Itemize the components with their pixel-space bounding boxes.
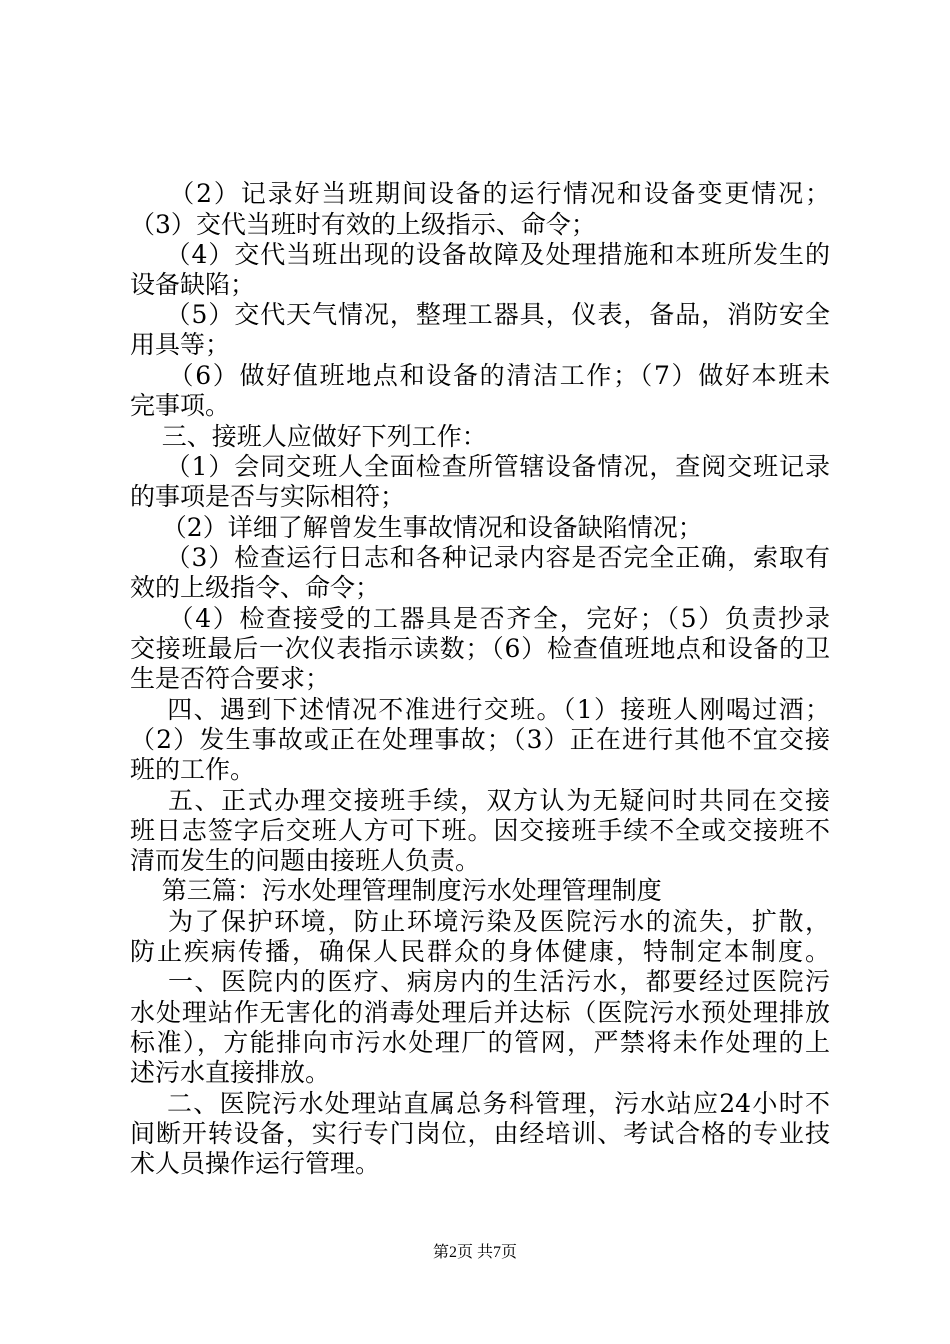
section-heading: 二、医院污水处理站直属总务科管理，污水站应24小时不: [130, 1089, 830, 1118]
text-line: 班日志签字后交班人方可下班。因交接班手续不全或交接班不: [130, 816, 830, 845]
text-line: 生是否符合要求；: [130, 664, 331, 693]
text-line: （2）详细了解曾发生事故情况和设备缺陷情况；: [130, 513, 703, 542]
chapter-title: 第三篇：污水处理管理制度污水处理管理制度: [130, 876, 662, 905]
text-line: 水处理站作无害化的消毒处理后并达标（医院污水预处理排放: [130, 998, 830, 1027]
text-line: 班的工作。: [130, 755, 256, 784]
text-line: 间断开转设备，实行专门岗位，由经培训、考试合格的专业技: [130, 1119, 830, 1148]
text-line: 为了保护环境，防止环境污染及医院污水的流失，扩散，: [130, 907, 830, 936]
text-line: （2）发生事故或正在处理事故；（3）正在进行其他不宜交接: [130, 725, 830, 754]
text-line: （6）做好值班地点和设备的清洁工作；（7）做好本班未: [130, 361, 830, 390]
text-line: （3）检查运行日志和各种记录内容是否完全正确，索取有: [130, 543, 830, 572]
section-heading: 四、遇到下述情况不准进行交班。（1）接班人刚喝过酒；: [130, 695, 830, 724]
page-footer: 第2页 共7页: [432, 1244, 517, 1261]
text-line: 防止疾病传播，确保人民群众的身体健康，特制定本制度。: [130, 937, 830, 966]
section-heading: 三、接班人应做好下列工作：: [130, 422, 487, 451]
text-line: 述污水直接排放。: [130, 1058, 331, 1087]
text-line: （3）交代当班时有效的上级指示、命令；: [130, 210, 596, 239]
text-line: 的事项是否与实际相符；: [130, 482, 406, 511]
text-line: （4）检查接受的工器具是否齐全，完好；（5）负责抄录: [130, 604, 830, 633]
text-line: 完事项。: [130, 391, 231, 420]
text-line: 用具等；: [130, 330, 231, 359]
text-line: （2）记录好当班期间设备的运行情况和设备变更情况；: [130, 179, 830, 208]
text-line: （5）交代天气情况，整理工器具，仪表，备品，消防安全: [130, 300, 830, 329]
text-line: 术人员操作运行管理。: [130, 1149, 381, 1178]
text-line: 标准），方能排向市污水处理厂的管网，严禁将未作处理的上: [130, 1028, 830, 1057]
section-heading: 一、医院内的医疗、病房内的生活污水，都要经过医院污: [130, 967, 830, 996]
text-line: 设备缺陷；: [130, 270, 256, 299]
section-heading: 五、正式办理交接班手续，双方认为无疑问时共同在交接: [130, 786, 830, 815]
text-line: 交接班最后一次仪表指示读数；（6）检查值班地点和设备的卫: [130, 634, 830, 663]
text-line: （1）会同交班人全面检查所管辖设备情况，查阅交班记录: [130, 452, 830, 481]
text-line: （4）交代当班出现的设备故障及处理措施和本班所发生的: [130, 240, 830, 269]
text-line: 清而发生的问题由接班人负责。: [130, 846, 481, 875]
text-line: 效的上级指令、命令；: [130, 573, 381, 602]
